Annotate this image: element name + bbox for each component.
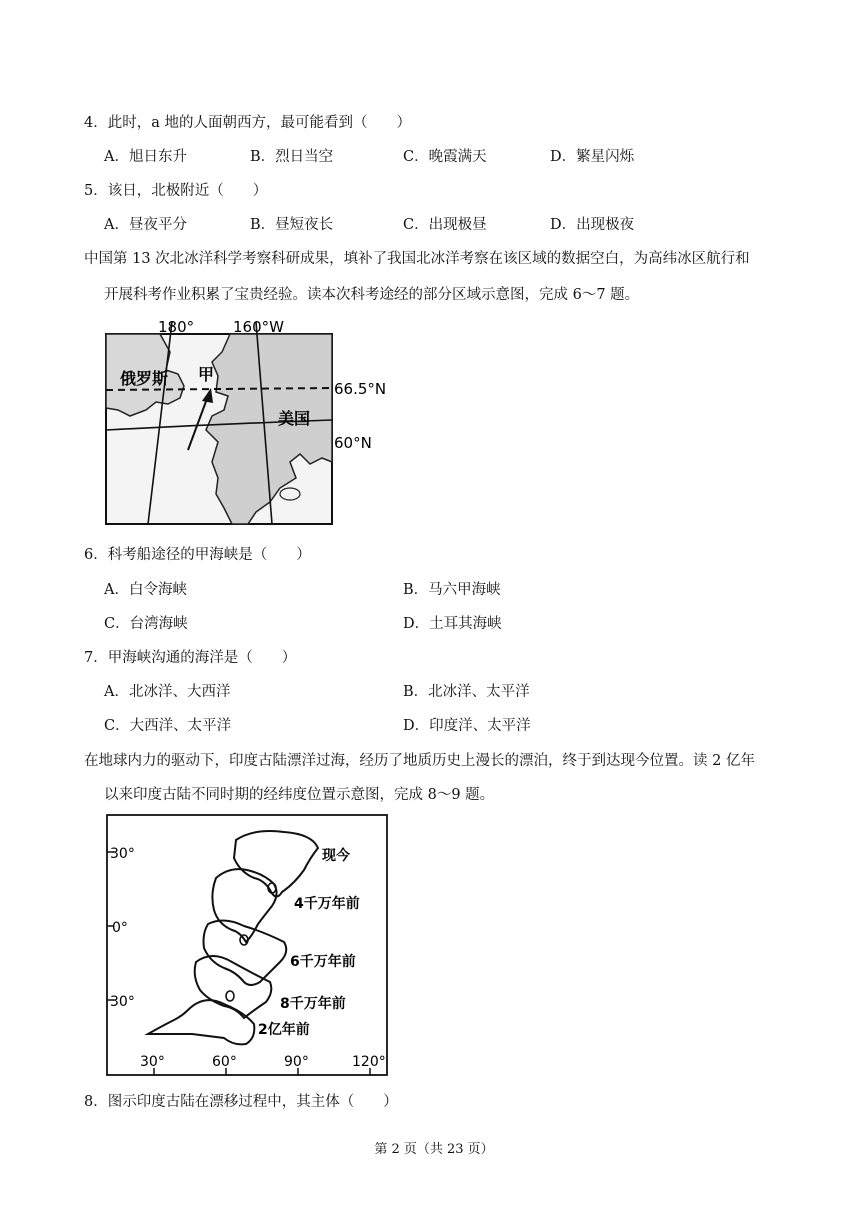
india-drift-map — [104, 812, 394, 1080]
map2-lat-label-30n: 30° — [110, 846, 135, 862]
q7-option-b: B．北冰洋、太平洋 — [403, 684, 530, 700]
q4-option-c: C．晚霞满天 — [403, 149, 487, 165]
q7-option-a: A．北冰洋、大西洋 — [104, 684, 231, 700]
q7-option-d: D．印度洋、太平洋 — [403, 718, 531, 734]
map2-lon-label-90: 90° — [284, 1054, 309, 1070]
map2-stage-60ma: 6千万年前 — [290, 954, 356, 970]
q7-option-c: C．大西洋、太平洋 — [104, 718, 232, 734]
intro-8-9-line2: 以来印度古陆不同时期的经纬度位置示意图，完成 8～9 题。 — [104, 787, 495, 803]
q4-option-d: D．繁星闪烁 — [550, 149, 635, 165]
question-4-stem: 4．此时，a 地的人面朝西方，最可能看到（ ） — [84, 115, 411, 131]
q6-option-c: C．台湾海峡 — [104, 616, 188, 632]
q4-option-b: B．烈日当空 — [250, 149, 334, 165]
map1-label-66-5n: 66.5°N — [334, 380, 387, 398]
question-8-stem: 8．图示印度古陆在漂移过程中，其主体（ ） — [84, 1094, 398, 1110]
intro-6-7-line2: 开展科考作业积累了宝贵经验。读本次科考途经的部分区域示意图，完成 6～7 题。 — [104, 287, 640, 303]
map2-stage-80ma: 8千万年前 — [280, 996, 346, 1012]
q5-option-d: D．出现极夜 — [550, 217, 635, 233]
question-7-stem: 7．甲海峡沟通的海洋是（ ） — [84, 650, 297, 666]
question-6-stem: 6．科考船途径的甲海峡是（ ） — [84, 547, 311, 563]
map2-lon-label-30: 30° — [140, 1054, 165, 1070]
q6-option-b: B．马六甲海峡 — [403, 582, 501, 598]
q6-option-a: A．白令海峡 — [104, 582, 187, 598]
map2-lat-label-30s: 30° — [110, 994, 135, 1010]
map1-label-180: 180° — [158, 318, 195, 336]
q5-option-c: C．出现极昼 — [403, 217, 487, 233]
q5-option-a: A．昼夜平分 — [104, 217, 187, 233]
map1-label-russia: 俄罗斯 — [120, 369, 169, 388]
map1-label-160w: 160°W — [233, 318, 284, 336]
arctic-route-map — [100, 312, 390, 530]
q6-option-d: D．土耳其海峡 — [403, 616, 502, 632]
map2-lon-label-120: 120° — [352, 1054, 386, 1070]
map2-stage-40ma: 4千万年前 — [294, 896, 360, 912]
intro-6-7-line1: 中国第 13 次北冰洋科学考察科研成果，填补了我国北冰洋考察在该区域的数据空白，为高纬冰区航行和 — [84, 251, 750, 267]
map1-label-60n: 60°N — [334, 434, 372, 452]
page-footer: 第 2 页（共 23 页） — [374, 1142, 494, 1157]
map2-lon-label-60: 60° — [212, 1054, 237, 1070]
map2-lat-label-0: 0° — [112, 920, 128, 936]
intro-8-9-line1: 在地球内力的驱动下，印度古陆漂洋过海，经历了地质历史上漫长的漂泊，终于到达现今位置。读 2 亿年 — [84, 753, 755, 769]
map1-label-jia: 甲 — [198, 365, 215, 384]
map2-stage-present: 现今 — [322, 848, 350, 864]
map2-stage-200ma: 2亿年前 — [258, 1022, 310, 1038]
map1-label-usa: 美国 — [278, 409, 311, 428]
q5-option-b: B．昼短夜长 — [250, 217, 334, 233]
q4-option-a: A．旭日东升 — [104, 149, 187, 165]
question-5-stem: 5．该日，北极附近（ ） — [84, 183, 268, 199]
